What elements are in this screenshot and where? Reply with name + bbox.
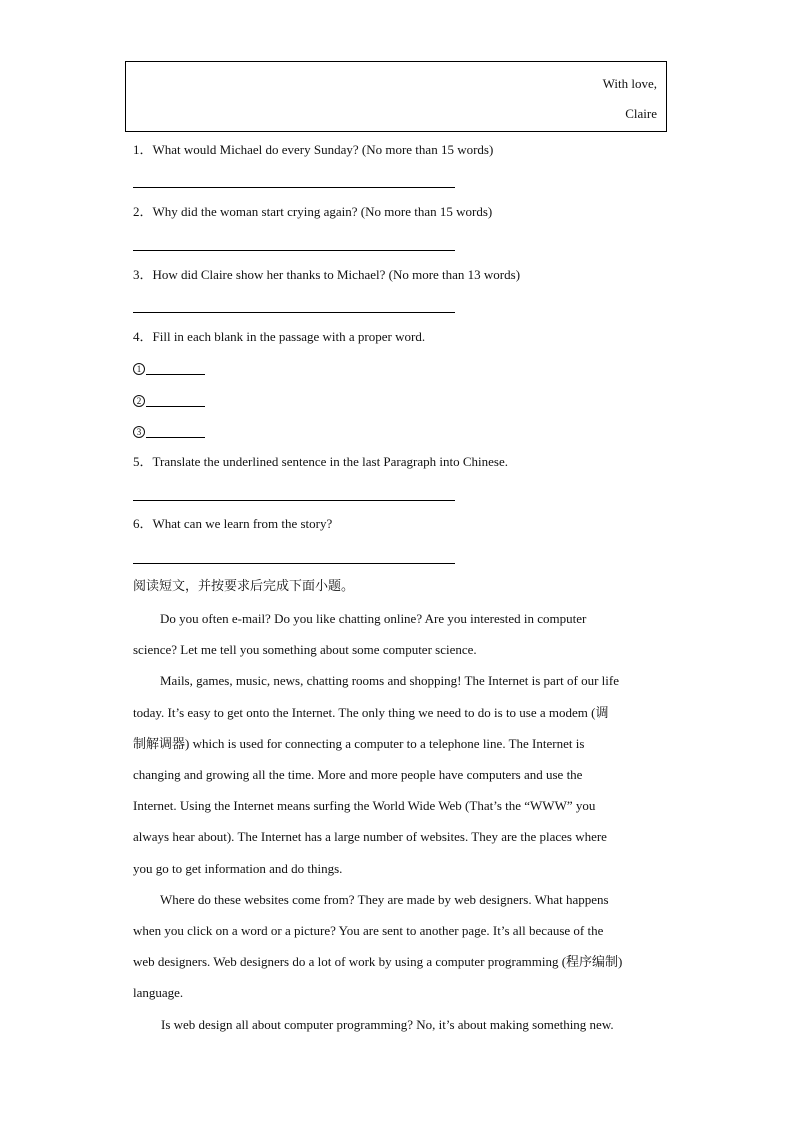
circled-number-3: 3 — [133, 426, 145, 438]
letter-signature: Claire — [625, 106, 657, 121]
passage-line-11: when you click on a word or a picture? You are sent to another page. It’s all because of the — [133, 923, 604, 938]
passage-line-10: Where do these websites come from? They are made by web designers. What happens — [160, 892, 609, 907]
reading-instruction: 阅读短文，并按要求后完成下面小题。 — [133, 579, 355, 594]
question-3: 3．How did Claire show her thanks to Michael? (No more than 13 words) — [133, 267, 521, 282]
answer-line-5[interactable] — [133, 500, 455, 501]
passage-line-8: always hear about). The Internet has a large number of websites. They are the places where — [133, 829, 607, 844]
passage-line-2: science? Let me tell you something about some computer science. — [133, 642, 477, 657]
passage-line-3: Mails, games, music, news, chatting rooms and shopping! The Internet is part of our life — [160, 673, 619, 688]
passage-line-4: today. It’s easy to get onto the Internet. The only thing we need to do is to use a modem (调 — [133, 705, 609, 720]
blank-item-3 — [133, 424, 205, 440]
blank-underline-2[interactable] — [146, 395, 205, 407]
passage-line-12: web designers. Web designers do a lot of work by using a computer programming (程序编制) — [133, 954, 623, 969]
question-5: 5．Translate the underlined sentence in the last Paragraph into Chinese. — [133, 454, 508, 469]
passage-line-5: 制解调器) which is used for connecting a computer to a telephone line. The Internet is — [133, 736, 585, 751]
question-2: 2．Why did the woman start crying again? (No more than 15 words) — [133, 204, 493, 219]
passage-line-13: language. — [133, 985, 184, 1000]
answer-line-6[interactable] — [133, 563, 455, 564]
question-6: 6．What can we learn from the story? — [133, 516, 333, 531]
answer-line-3[interactable] — [133, 312, 455, 313]
passage-line-9: you go to get information and do things. — [133, 861, 343, 876]
circled-number-2: 2 — [133, 395, 145, 407]
passage-line-6: changing and growing all the time. More and more people have computers and use the — [133, 767, 583, 782]
circled-number-1: 1 — [133, 363, 145, 375]
blank-underline-1[interactable] — [146, 363, 205, 375]
answer-line-2[interactable] — [133, 250, 455, 251]
passage-line-14: Is web design all about computer programming? No, it’s about making something new. — [161, 1017, 614, 1032]
passage-line-7: Internet. Using the Internet means surfing the World Wide Web (That’s the “WWW” you — [133, 798, 596, 813]
question-4: 4．Fill in each blank in the passage with a proper word. — [133, 329, 426, 344]
passage-line-1: Do you often e-mail? Do you like chatting online? Are you interested in computer — [160, 611, 587, 626]
question-1: 1．What would Michael do every Sunday? (No more than 15 words) — [133, 142, 494, 157]
blank-item-2 — [133, 393, 205, 409]
blank-underline-3[interactable] — [146, 426, 205, 438]
letter-closing: With love, — [602, 76, 657, 91]
letter-excerpt-box — [125, 61, 667, 132]
blank-item-1 — [133, 361, 205, 377]
answer-line-1[interactable] — [133, 187, 455, 188]
